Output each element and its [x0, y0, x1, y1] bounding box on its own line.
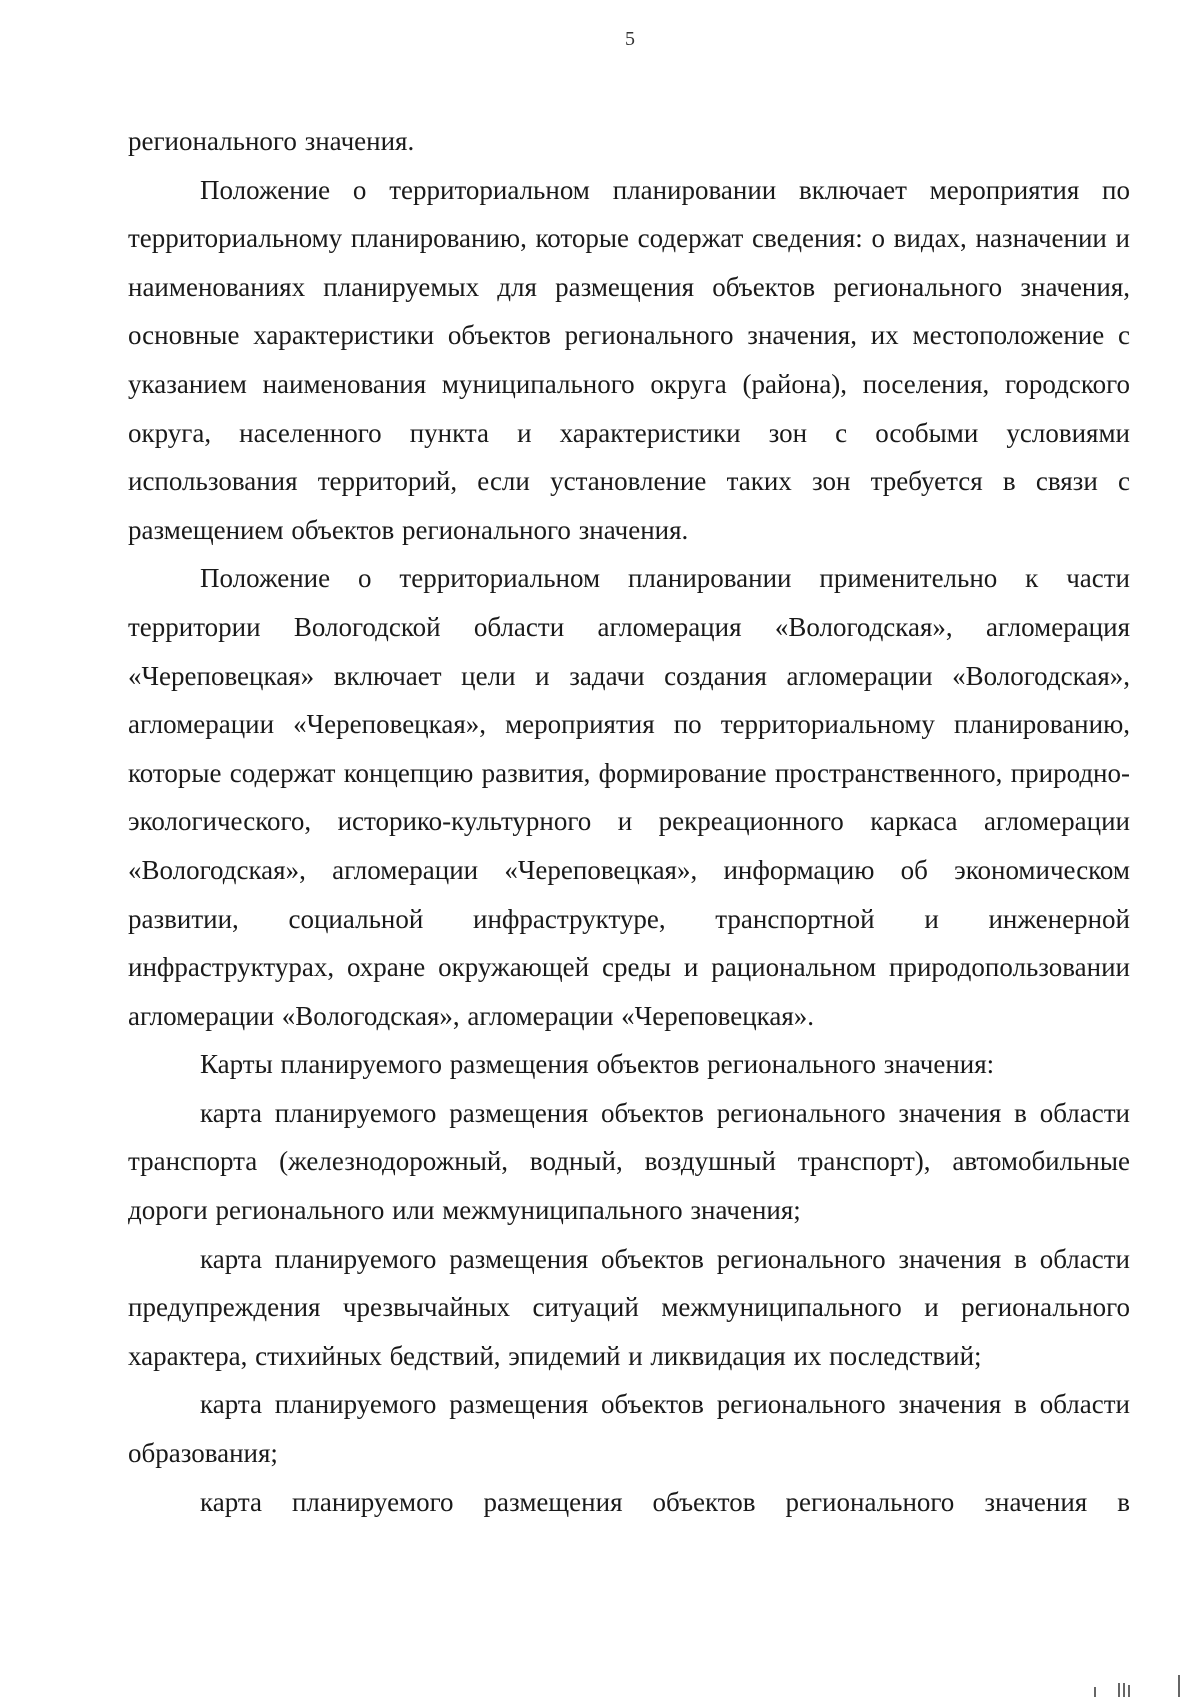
- paragraph-map-transport: карта планируемого размещения объектов регионального значения в области транспорта (железнодорожный, водный, воздушный транспорт), автомобильные дороги регионального или межмуниципального значения;: [128, 1097, 1130, 1226]
- paragraph-territorial-planning-provision: Положение о территориальном планировании включает мероприятия по территориальному планированию, которые содержат сведения: о видах, назначении и наименованиях планируемых для размещения объектов регионального значения, основные характеристики объектов регионального значения, их местоположение с указанием наименования муниципального округа (района), поселения, городского округа, населенного пункта и характеристики зон с особыми условиями использования территорий, если установление таких зон требуется в связи с размещением объектов регионального значения.: [128, 174, 1130, 545]
- paragraph-maps-heading: Карты планируемого размещения объектов регионального значения:: [200, 1049, 995, 1080]
- paragraph-map-emergency: карта планируемого размещения объектов регионального значения в области предупреждения чрезвычайных ситуаций межмуниципального и регионального характера, стихийных бедствий, эпидемий и ликвидация их последствий;: [128, 1243, 1130, 1371]
- paragraph-agglomeration-provision: Положение о территориальном планировании применительно к части территории Вологодской области агломерация «Вологодская», агломерация «Череповецкая» включает цели и задачи создания агломерации «Вологодская», агломерации «Череповецкая», мероприятия по территориальному планированию, которые содержат концепцию развития, формирование пространственного, природно-экологического, историко-культурного и рекреационного каркаса агломерации «Вологодская», агломерации «Череповецкая», информацию об экономическом развитии, социальной инфраструктуре, транспортной и инженерной инфраструктурах, охране окружающей среды и рациональном природопользовании агломерации «Вологодская», агломерации «Череповецкая».: [128, 563, 1130, 1031]
- paragraph-map-continued: карта планируемого размещения объектов регионального значения в: [200, 1486, 1130, 1517]
- scan-edge-marks: [1060, 1673, 1200, 1697]
- paragraph-map-education: карта планируемого размещения объектов регионального значения в области образования;: [128, 1389, 1130, 1469]
- paragraph-continuation: регионального значения.: [128, 126, 415, 156]
- document-body: [128, 117, 1130, 1526]
- page-number: 5: [625, 28, 635, 50]
